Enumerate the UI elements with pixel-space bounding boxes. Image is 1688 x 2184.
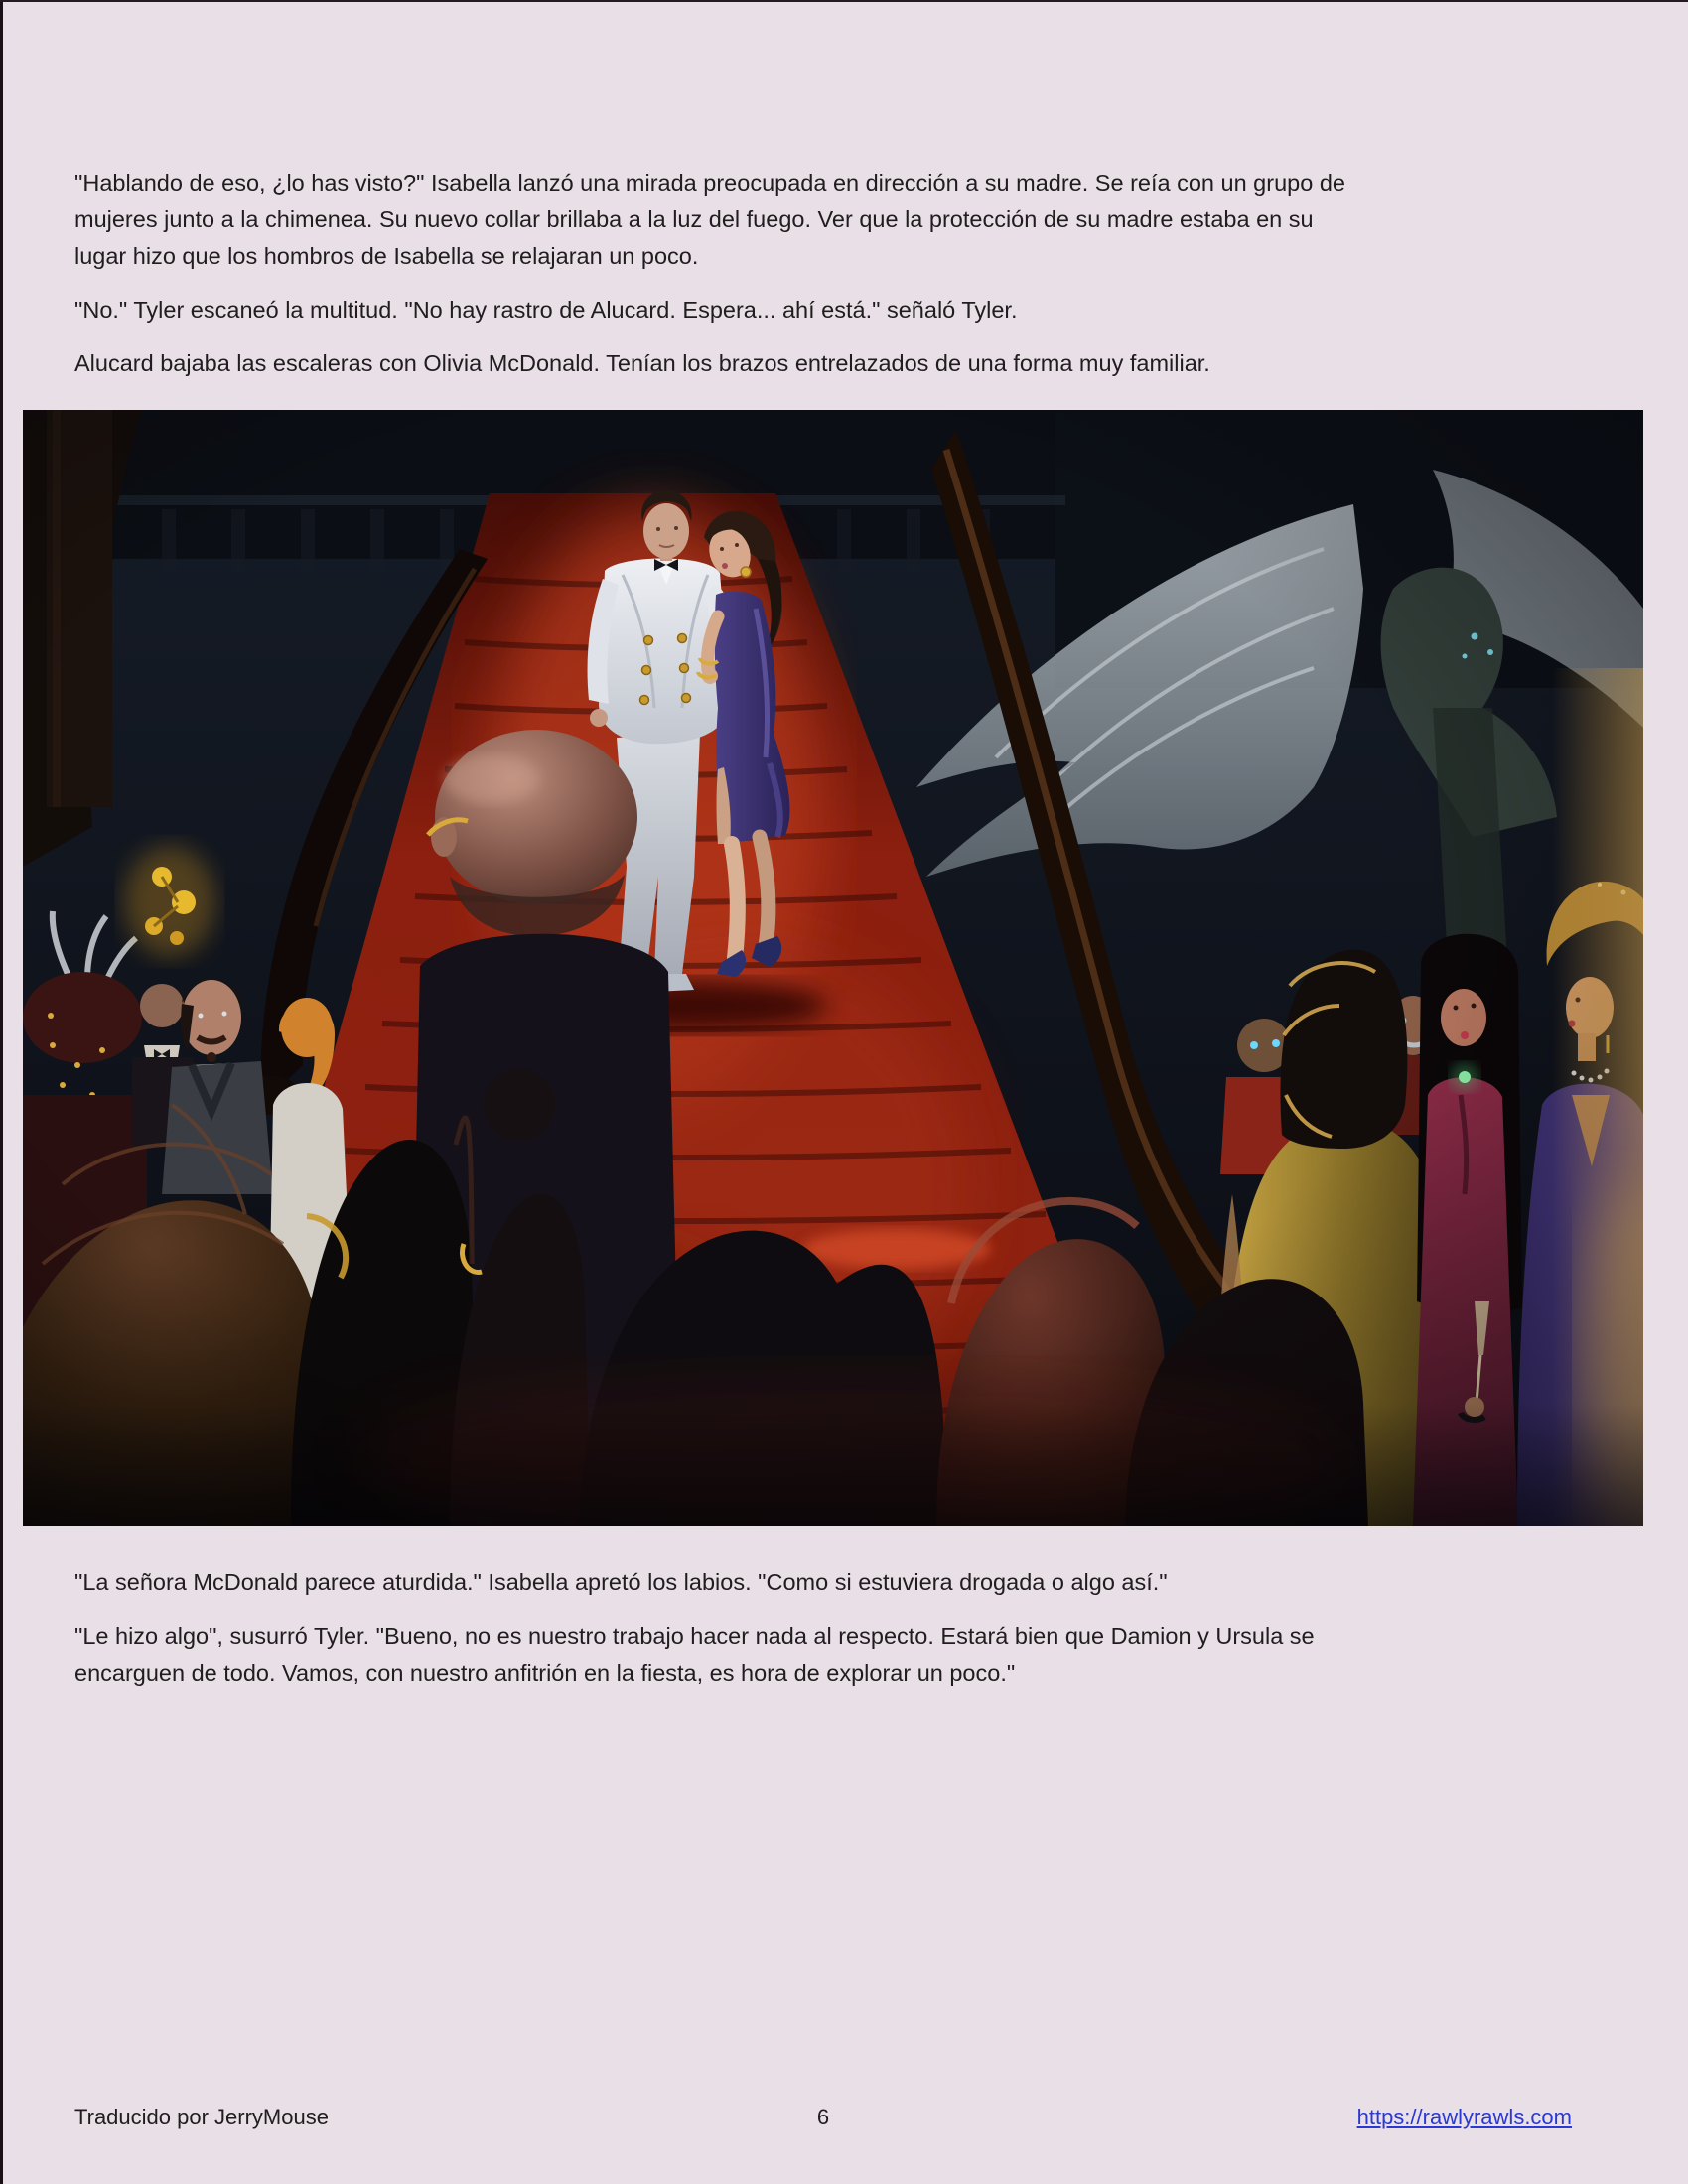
paragraph: Alucard bajaba las escaleras con Olivia McDonald. Tenían los brazos entrelazados de una forma muy familiar. (74, 350, 1210, 376)
paragraph: "Hablando de eso, ¿lo has visto?" Isabella lanzó una mirada preocupada en dirección a su madre. Se reía con un grupo de mujeres junto a la chimenea. Su nuevo collar brillaba a la luz del fuego. Ver que la protección de su madre estaba en su lugar hizo que los hombros de Isabella se relajaran un poco. (74, 170, 1345, 269)
party-staircase-scene (23, 410, 1643, 1526)
paragraph: "No." Tyler escaneó la multitud. "No hay rastro de Alucard. Espera... ahí está." señaló Tyler. (74, 297, 1018, 323)
page-top-edge (0, 0, 1688, 2)
story-text-bottom (74, 1565, 1564, 1708)
page-left-edge (0, 0, 3, 2184)
story-text-top (74, 165, 1564, 399)
translator-credit: Traducido por JerryMouse (74, 2105, 329, 2129)
paragraph: "Le hizo algo", susurró Tyler. "Bueno, no es nuestro trabajo hacer nada al respecto. Estará bien que Damion y Ursula se encarguen de todo. Vamos, con nuestro anfitrión en la fiesta, es hora de explorar un poco." (74, 1623, 1315, 1686)
source-link[interactable]: https://rawlyrawls.com (1356, 2105, 1572, 2129)
lighting-overlays (23, 410, 1643, 1526)
paragraph: "La señora McDonald parece aturdida." Isabella apretó los labios. "Como si estuviera drogada o algo así." (74, 1570, 1168, 1595)
story-illustration (23, 410, 1643, 1526)
page-number: 6 (816, 2105, 830, 2129)
